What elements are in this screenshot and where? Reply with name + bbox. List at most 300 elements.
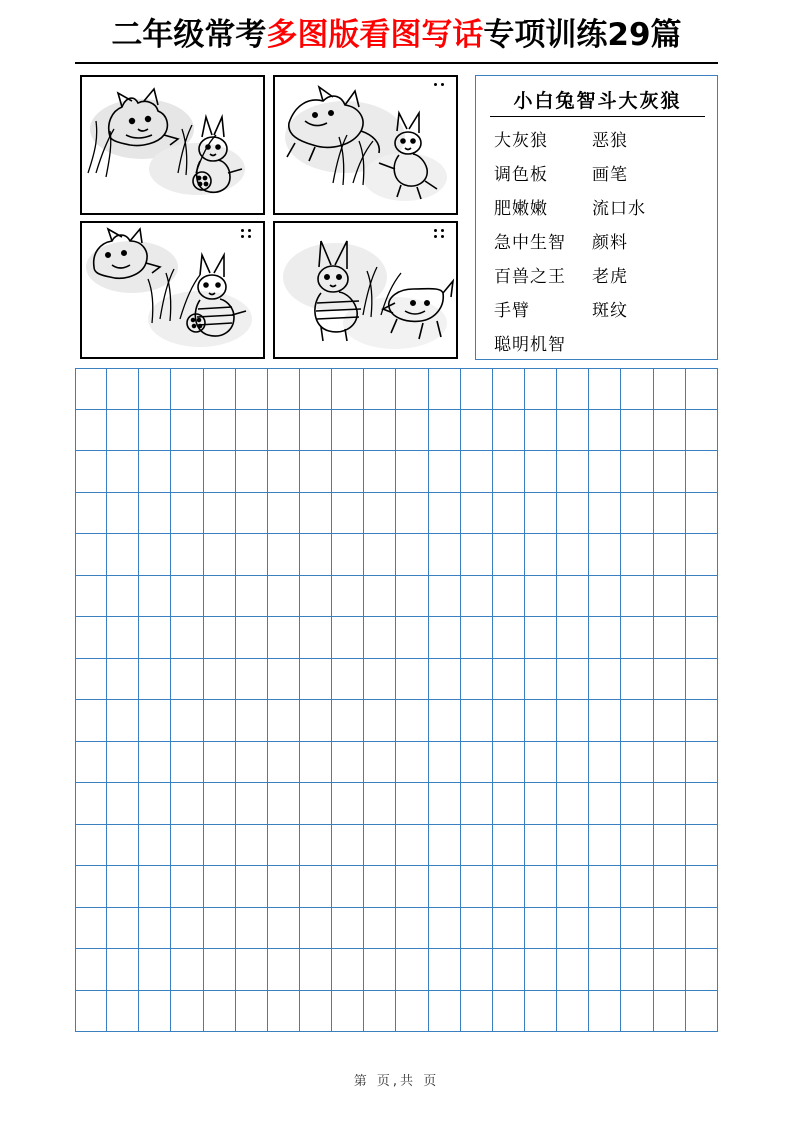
writing-grid-cell[interactable] [557,908,589,950]
writing-grid-cell[interactable] [429,866,461,908]
writing-grid-cell[interactable] [429,949,461,991]
writing-grid-cell[interactable] [204,949,236,991]
writing-grid-cell[interactable] [525,576,557,618]
writing-grid-cell[interactable] [621,451,653,493]
writing-grid-cell[interactable] [461,576,493,618]
writing-grid-cell[interactable] [300,700,332,742]
writing-grid-cell[interactable] [557,576,589,618]
writing-grid-cell[interactable] [364,368,396,410]
writing-grid-cell[interactable] [107,659,139,701]
writing-grid-cell[interactable] [493,908,525,950]
writing-grid-cell[interactable] [525,700,557,742]
writing-grid-cell[interactable] [461,742,493,784]
writing-grid-cell[interactable] [236,659,268,701]
writing-grid-cell[interactable] [332,783,364,825]
writing-grid-cell[interactable] [525,908,557,950]
writing-grid-cell[interactable] [236,534,268,576]
writing-grid-cell[interactable] [654,825,686,867]
writing-grid-cell[interactable] [204,368,236,410]
writing-grid-cell[interactable] [107,908,139,950]
writing-grid-cell[interactable] [621,410,653,452]
writing-grid-cell[interactable] [300,908,332,950]
writing-grid-cell[interactable] [300,534,332,576]
writing-grid-cell[interactable] [396,493,428,535]
writing-grid-cell[interactable] [268,991,300,1033]
writing-grid-cell[interactable] [429,659,461,701]
writing-grid-cell[interactable] [171,410,203,452]
writing-grid-cell[interactable] [686,949,718,991]
writing-grid-cell[interactable] [268,493,300,535]
writing-grid-cell[interactable] [300,576,332,618]
writing-grid-cell[interactable] [107,742,139,784]
writing-grid-cell[interactable] [171,368,203,410]
writing-grid-cell[interactable] [589,410,621,452]
writing-grid-cell[interactable] [204,451,236,493]
writing-grid-cell[interactable] [364,742,396,784]
writing-grid-cell[interactable] [557,991,589,1033]
writing-grid-cell[interactable] [589,617,621,659]
writing-grid-cell[interactable] [171,617,203,659]
writing-grid-cell[interactable] [268,825,300,867]
writing-grid-cell[interactable] [107,576,139,618]
writing-grid-cell[interactable] [461,866,493,908]
writing-grid-cell[interactable] [461,783,493,825]
writing-grid-cell[interactable] [557,368,589,410]
writing-grid-cell[interactable] [236,493,268,535]
writing-grid-cell[interactable] [493,493,525,535]
writing-grid-cell[interactable] [493,742,525,784]
writing-grid-cell[interactable] [268,451,300,493]
writing-grid-cell[interactable] [557,700,589,742]
writing-grid-cell[interactable] [525,949,557,991]
writing-grid-cell[interactable] [332,659,364,701]
writing-grid-cell[interactable] [686,908,718,950]
writing-grid-cell[interactable] [654,410,686,452]
writing-grid-cell[interactable] [332,534,364,576]
writing-grid-cell[interactable] [204,991,236,1033]
writing-grid-cell[interactable] [75,368,107,410]
writing-grid-cell[interactable] [139,908,171,950]
writing-grid-cell[interactable] [236,825,268,867]
writing-grid-cell[interactable] [107,825,139,867]
writing-grid-cell[interactable] [107,617,139,659]
writing-grid-cell[interactable] [75,534,107,576]
writing-grid-cell[interactable] [621,534,653,576]
writing-grid-cell[interactable] [107,410,139,452]
writing-grid-cell[interactable] [461,534,493,576]
writing-grid-cell[interactable] [557,493,589,535]
writing-grid-cell[interactable] [461,617,493,659]
writing-grid-cell[interactable] [236,783,268,825]
writing-grid-cell[interactable] [525,410,557,452]
writing-grid-cell[interactable] [268,866,300,908]
writing-grid-cell[interactable] [396,534,428,576]
writing-grid-cell[interactable] [461,493,493,535]
writing-grid-cell[interactable] [171,908,203,950]
writing-grid-cell[interactable] [621,908,653,950]
writing-grid-cell[interactable] [107,700,139,742]
writing-grid-cell[interactable] [525,659,557,701]
writing-grid-cell[interactable] [557,534,589,576]
writing-grid-cell[interactable] [396,451,428,493]
writing-grid-cell[interactable] [429,493,461,535]
writing-grid-cell[interactable] [525,866,557,908]
writing-grid-cell[interactable] [139,493,171,535]
writing-grid-cell[interactable] [525,783,557,825]
writing-grid-cell[interactable] [589,576,621,618]
writing-grid-cell[interactable] [171,493,203,535]
writing-grid-cell[interactable] [332,949,364,991]
writing-grid-cell[interactable] [204,659,236,701]
writing-grid-cell[interactable] [364,825,396,867]
writing-grid-cell[interactable] [686,700,718,742]
writing-grid-cell[interactable] [589,659,621,701]
writing-grid-cell[interactable] [75,451,107,493]
writing-grid-cell[interactable] [589,368,621,410]
writing-grid-cell[interactable] [654,576,686,618]
writing-grid-cell[interactable] [300,368,332,410]
writing-grid-cell[interactable] [686,576,718,618]
writing-grid-cell[interactable] [139,700,171,742]
writing-grid-cell[interactable] [204,825,236,867]
writing-grid-cell[interactable] [75,908,107,950]
writing-grid-cell[interactable] [621,368,653,410]
writing-grid-cell[interactable] [107,368,139,410]
writing-grid-cell[interactable] [268,908,300,950]
writing-grid-cell[interactable] [654,700,686,742]
writing-grid-cell[interactable] [364,700,396,742]
writing-grid-cell[interactable] [300,991,332,1033]
writing-grid-cell[interactable] [139,949,171,991]
writing-grid-cell[interactable] [268,410,300,452]
writing-grid-cell[interactable] [429,534,461,576]
writing-grid-cell[interactable] [204,866,236,908]
writing-grid-cell[interactable] [364,908,396,950]
writing-grid-cell[interactable] [461,659,493,701]
writing-grid-cell[interactable] [171,742,203,784]
writing-grid-cell[interactable] [396,617,428,659]
writing-grid-cell[interactable] [589,783,621,825]
writing-grid-cell[interactable] [461,700,493,742]
writing-grid-cell[interactable] [364,617,396,659]
writing-grid-cell[interactable] [75,742,107,784]
writing-grid-cell[interactable] [236,410,268,452]
writing-grid-cell[interactable] [493,991,525,1033]
writing-grid-cell[interactable] [493,659,525,701]
writing-grid-cell[interactable] [139,576,171,618]
writing-grid-cell[interactable] [654,451,686,493]
writing-grid-cell[interactable] [654,991,686,1033]
writing-grid-cell[interactable] [75,659,107,701]
writing-grid-cell[interactable] [75,825,107,867]
writing-grid-cell[interactable] [429,451,461,493]
writing-grid-cell[interactable] [589,742,621,784]
writing-grid-cell[interactable] [654,783,686,825]
writing-grid-cell[interactable] [332,617,364,659]
writing-grid-cell[interactable] [332,493,364,535]
writing-grid-cell[interactable] [139,742,171,784]
writing-grid-cell[interactable] [525,534,557,576]
writing-grid-cell[interactable] [686,451,718,493]
writing-grid-cell[interactable] [589,908,621,950]
writing-grid-cell[interactable] [557,617,589,659]
writing-grid-cell[interactable] [686,617,718,659]
writing-grid-cell[interactable] [300,866,332,908]
writing-grid-cell[interactable] [557,742,589,784]
writing-grid-cell[interactable] [332,991,364,1033]
writing-grid-cell[interactable] [493,368,525,410]
writing-grid-cell[interactable] [171,949,203,991]
writing-grid-cell[interactable] [107,949,139,991]
writing-grid-cell[interactable] [461,451,493,493]
writing-grid-cell[interactable] [300,410,332,452]
writing-grid-cell[interactable] [429,700,461,742]
writing-grid-cell[interactable] [268,659,300,701]
writing-grid-cell[interactable] [107,534,139,576]
writing-grid-cell[interactable] [364,534,396,576]
writing-grid-cell[interactable] [493,617,525,659]
writing-grid-cell[interactable] [396,368,428,410]
writing-grid-cell[interactable] [332,368,364,410]
writing-grid-cell[interactable] [461,949,493,991]
writing-grid-cell[interactable] [493,576,525,618]
writing-grid-cell[interactable] [493,410,525,452]
writing-grid-cell[interactable] [364,783,396,825]
writing-grid-cell[interactable] [621,949,653,991]
writing-grid-cell[interactable] [654,866,686,908]
writing-grid-cell[interactable] [525,451,557,493]
writing-grid-cell[interactable] [107,451,139,493]
writing-grid-cell[interactable] [204,700,236,742]
writing-grid-cell[interactable] [589,991,621,1033]
writing-grid-cell[interactable] [493,866,525,908]
writing-grid-cell[interactable] [396,700,428,742]
writing-grid-cell[interactable] [107,991,139,1033]
writing-grid-cell[interactable] [429,576,461,618]
writing-grid-cell[interactable] [557,866,589,908]
writing-grid-cell[interactable] [268,576,300,618]
writing-grid-cell[interactable] [236,742,268,784]
writing-grid-cell[interactable] [300,825,332,867]
writing-grid-cell[interactable] [204,783,236,825]
writing-grid-cell[interactable] [236,866,268,908]
writing-grid-cell[interactable] [686,825,718,867]
writing-grid-cell[interactable] [364,410,396,452]
writing-grid-cell[interactable] [75,410,107,452]
writing-grid-cell[interactable] [300,451,332,493]
writing-grid-cell[interactable] [461,825,493,867]
writing-grid-cell[interactable] [686,410,718,452]
writing-grid-cell[interactable] [493,783,525,825]
writing-grid-cell[interactable] [493,534,525,576]
writing-grid-cell[interactable] [589,949,621,991]
writing-grid-cell[interactable] [621,783,653,825]
writing-grid-cell[interactable] [204,617,236,659]
writing-grid-cell[interactable] [75,700,107,742]
writing-grid-cell[interactable] [621,991,653,1033]
writing-grid-cell[interactable] [589,825,621,867]
writing-grid-cell[interactable] [75,866,107,908]
writing-grid-cell[interactable] [429,742,461,784]
writing-grid-cell[interactable] [332,700,364,742]
writing-grid-cell[interactable] [139,991,171,1033]
writing-grid-cell[interactable] [525,991,557,1033]
writing-grid-cell[interactable] [236,949,268,991]
writing-grid-cell[interactable] [654,534,686,576]
writing-grid-cell[interactable] [364,659,396,701]
writing-grid-cell[interactable] [364,866,396,908]
writing-grid-cell[interactable] [139,410,171,452]
writing-grid-cell[interactable] [139,783,171,825]
writing-grid-cell[interactable] [204,576,236,618]
writing-grid-cell[interactable] [654,368,686,410]
writing-grid-cell[interactable] [139,617,171,659]
writing-grid-cell[interactable] [557,659,589,701]
writing-grid-cell[interactable] [654,742,686,784]
writing-grid-cell[interactable] [300,659,332,701]
writing-grid-cell[interactable] [654,908,686,950]
writing-grid-cell[interactable] [686,866,718,908]
writing-grid-cell[interactable] [589,534,621,576]
writing-grid-cell[interactable] [621,617,653,659]
writing-grid-cell[interactable] [621,866,653,908]
writing-grid-cell[interactable] [139,866,171,908]
writing-grid-cell[interactable] [139,534,171,576]
writing-grid-cell[interactable] [589,866,621,908]
writing-grid-cell[interactable] [268,534,300,576]
writing-grid-cell[interactable] [171,659,203,701]
writing-grid-cell[interactable] [268,949,300,991]
writing-grid-cell[interactable] [589,451,621,493]
writing-grid-cell[interactable] [268,700,300,742]
writing-grid-cell[interactable] [621,576,653,618]
writing-grid-cell[interactable] [654,493,686,535]
writing-grid-cell[interactable] [139,451,171,493]
writing-grid-cell[interactable] [268,742,300,784]
writing-grid-cell[interactable] [557,451,589,493]
writing-grid-cell[interactable] [621,700,653,742]
writing-grid-cell[interactable] [171,866,203,908]
writing-grid-cell[interactable] [396,949,428,991]
writing-grid-cell[interactable] [300,949,332,991]
writing-grid-cell[interactable] [236,991,268,1033]
writing-grid-cell[interactable] [171,451,203,493]
writing-grid-cell[interactable] [461,410,493,452]
writing-grid-cell[interactable] [75,617,107,659]
writing-grid-cell[interactable] [204,908,236,950]
writing-grid-cell[interactable] [332,576,364,618]
writing-grid-cell[interactable] [396,742,428,784]
writing-grid-cell[interactable] [686,742,718,784]
writing-grid-cell[interactable] [686,659,718,701]
writing-grid-cell[interactable] [364,949,396,991]
writing-grid-cell[interactable] [396,825,428,867]
writing-grid-cell[interactable] [75,576,107,618]
writing-grid-cell[interactable] [300,493,332,535]
writing-grid-cell[interactable] [171,534,203,576]
writing-grid-cell[interactable] [621,493,653,535]
writing-grid-cell[interactable] [686,534,718,576]
writing-grid-cell[interactable] [525,617,557,659]
writing-grid-cell[interactable] [525,825,557,867]
writing-grid-cell[interactable] [493,949,525,991]
writing-grid-cell[interactable] [654,949,686,991]
writing-grid-cell[interactable] [236,700,268,742]
writing-grid-cell[interactable] [268,617,300,659]
writing-grid-cell[interactable] [493,825,525,867]
writing-grid-cell[interactable] [461,908,493,950]
writing-grid-cell[interactable] [204,534,236,576]
writing-grid-cell[interactable] [236,451,268,493]
writing-grid-cell[interactable] [204,410,236,452]
writing-grid-cell[interactable] [557,949,589,991]
writing-grid-cell[interactable] [268,783,300,825]
writing-grid-cell[interactable] [396,783,428,825]
writing-grid-cell[interactable] [364,451,396,493]
writing-grid-cell[interactable] [236,617,268,659]
writing-grid-cell[interactable] [268,368,300,410]
writing-grid-cell[interactable] [396,908,428,950]
writing-grid-cell[interactable] [236,576,268,618]
writing-grid-cell[interactable] [171,783,203,825]
writing-grid-cell[interactable] [107,493,139,535]
writing-grid-cell[interactable] [396,576,428,618]
writing-grid-cell[interactable] [621,825,653,867]
writing-grid-cell[interactable] [654,659,686,701]
writing-grid-cell[interactable] [364,493,396,535]
writing-grid-cell[interactable] [686,991,718,1033]
writing-grid[interactable] [75,368,718,1032]
writing-grid-cell[interactable] [332,451,364,493]
writing-grid-cell[interactable] [396,866,428,908]
writing-grid-cell[interactable] [396,659,428,701]
writing-grid-cell[interactable] [107,783,139,825]
writing-grid-cell[interactable] [332,742,364,784]
writing-grid-cell[interactable] [621,742,653,784]
writing-grid-cell[interactable] [332,410,364,452]
writing-grid-cell[interactable] [171,576,203,618]
writing-grid-cell[interactable] [171,700,203,742]
writing-grid-cell[interactable] [300,617,332,659]
writing-grid-cell[interactable] [557,825,589,867]
writing-grid-cell[interactable] [75,783,107,825]
writing-grid-cell[interactable] [204,742,236,784]
writing-grid-cell[interactable] [429,410,461,452]
writing-grid-cell[interactable] [429,783,461,825]
writing-grid-cell[interactable] [236,368,268,410]
writing-grid-cell[interactable] [429,908,461,950]
writing-grid-cell[interactable] [332,908,364,950]
writing-grid-cell[interactable] [429,991,461,1033]
writing-grid-cell[interactable] [621,659,653,701]
writing-grid-cell[interactable] [429,617,461,659]
writing-grid-cell[interactable] [300,783,332,825]
writing-grid-cell[interactable] [525,368,557,410]
writing-grid-cell[interactable] [525,493,557,535]
writing-grid-cell[interactable] [589,700,621,742]
writing-grid-cell[interactable] [429,368,461,410]
writing-grid-cell[interactable] [236,908,268,950]
writing-grid-cell[interactable] [654,617,686,659]
writing-grid-cell[interactable] [171,991,203,1033]
writing-grid-cell[interactable] [171,825,203,867]
writing-grid-cell[interactable] [139,659,171,701]
writing-grid-cell[interactable] [686,493,718,535]
writing-grid-cell[interactable] [686,368,718,410]
writing-grid-cell[interactable] [75,991,107,1033]
writing-grid-cell[interactable] [557,783,589,825]
writing-grid-cell[interactable] [204,493,236,535]
